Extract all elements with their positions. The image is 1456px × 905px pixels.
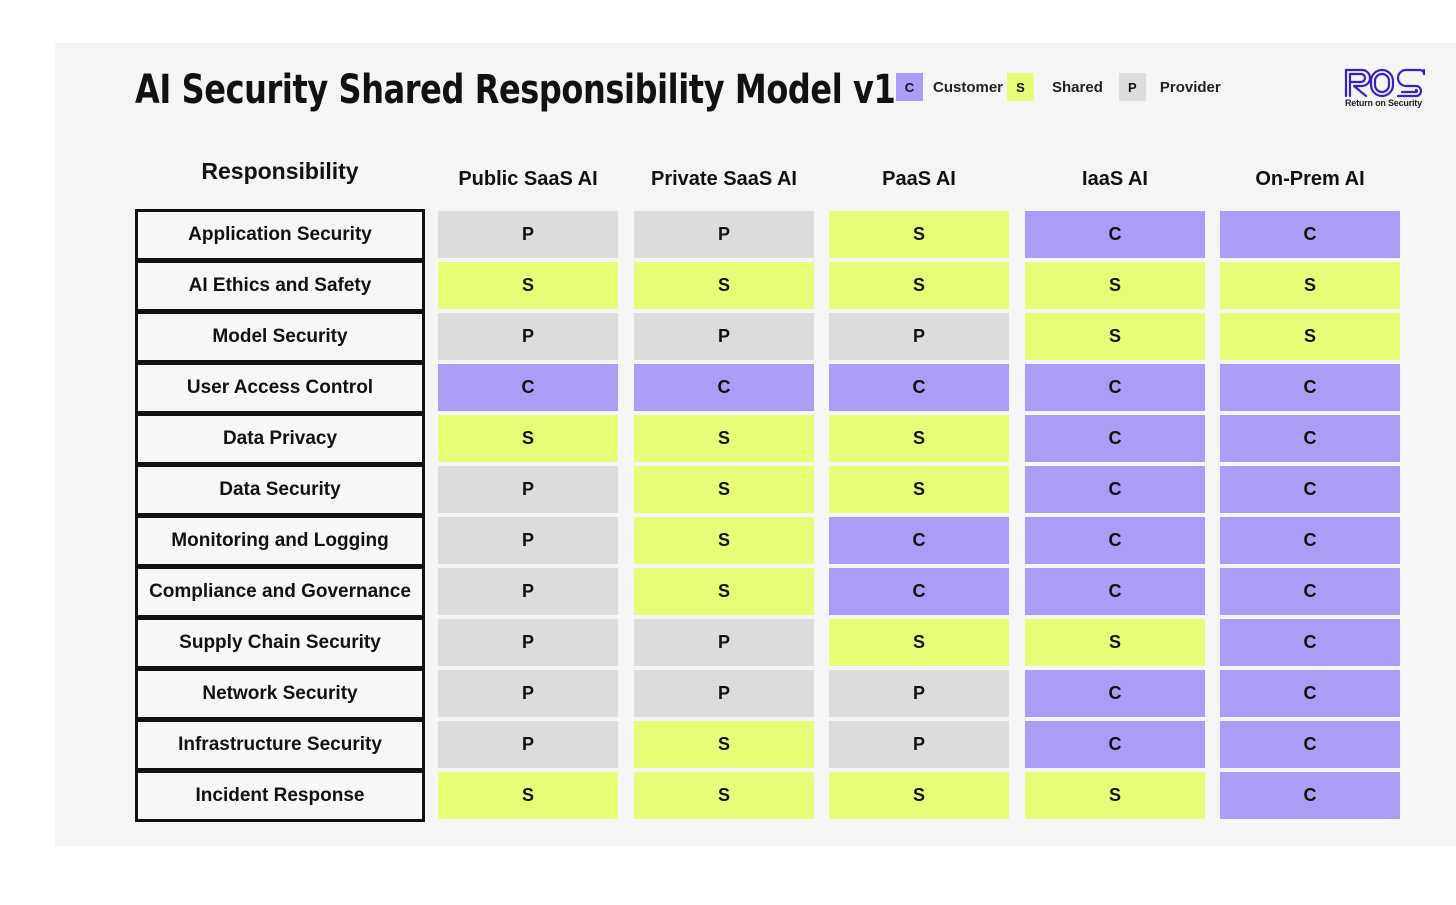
cell-model-security-on-prem-ai: S: [1220, 313, 1400, 360]
responsibility-header: Responsibility: [201, 158, 359, 184]
cell-ai-ethics-and-safety-private-saas-ai: S: [634, 262, 814, 309]
legend-item-customer: [896, 73, 1007, 101]
column-header-paas-ai: PaaS AI: [882, 168, 956, 190]
cell-monitoring-and-logging-on-prem-ai: C: [1220, 517, 1400, 564]
legend: [896, 73, 1225, 101]
cell-monitoring-and-logging-iaas-ai: C: [1025, 517, 1205, 564]
cell-data-security-on-prem-ai: C: [1220, 466, 1400, 513]
cell-compliance-and-governance-paas-ai: C: [829, 568, 1009, 615]
page-title: AI Security Shared Responsibility Model v1: [135, 67, 896, 113]
cell-user-access-control-public-saas-ai: C: [438, 364, 618, 411]
cell-network-security-paas-ai: P: [829, 670, 1009, 717]
cell-user-access-control-paas-ai: C: [829, 364, 1009, 411]
cell-ai-ethics-and-safety-public-saas-ai: S: [438, 262, 618, 309]
column-header-public-saas-ai: Public SaaS AI: [458, 168, 598, 190]
legend-item-provider: [1119, 73, 1225, 101]
cell-model-security-paas-ai: P: [829, 313, 1009, 360]
cell-ai-ethics-and-safety-on-prem-ai: S: [1220, 262, 1400, 309]
cell-ai-ethics-and-safety-paas-ai: S: [829, 262, 1009, 309]
cell-supply-chain-security-paas-ai: S: [829, 619, 1009, 666]
cell-infrastructure-security-paas-ai: P: [829, 721, 1009, 768]
cell-application-security-paas-ai: S: [829, 211, 1009, 258]
cell-application-security-on-prem-ai: C: [1220, 211, 1400, 258]
cell-supply-chain-security-on-prem-ai: C: [1220, 619, 1400, 666]
cell-supply-chain-security-iaas-ai: S: [1025, 619, 1205, 666]
row-label-incident-response: Incident Response: [135, 770, 425, 822]
cell-network-security-on-prem-ai: C: [1220, 670, 1400, 717]
cell-incident-response-iaas-ai: S: [1025, 772, 1205, 819]
cell-data-security-private-saas-ai: S: [634, 466, 814, 513]
cell-monitoring-and-logging-private-saas-ai: S: [634, 517, 814, 564]
row-label-user-access-control: User Access Control: [135, 362, 425, 414]
cell-user-access-control-private-saas-ai: C: [634, 364, 814, 411]
legend-label-provider: Provider: [1159, 78, 1221, 96]
column-header-on-prem-ai: On-Prem AI: [1255, 168, 1365, 190]
cell-incident-response-private-saas-ai: S: [634, 772, 814, 819]
cell-data-security-public-saas-ai: P: [438, 466, 618, 513]
cell-compliance-and-governance-iaas-ai: C: [1025, 568, 1205, 615]
cell-incident-response-public-saas-ai: S: [438, 772, 618, 819]
cell-application-security-public-saas-ai: P: [438, 211, 618, 258]
cell-data-privacy-public-saas-ai: S: [438, 415, 618, 462]
cell-data-security-iaas-ai: C: [1025, 466, 1205, 513]
column-header-iaas-ai: IaaS AI: [1082, 168, 1148, 190]
cell-data-security-paas-ai: S: [829, 466, 1009, 513]
cell-compliance-and-governance-on-prem-ai: C: [1220, 568, 1400, 615]
cell-data-privacy-paas-ai: S: [829, 415, 1009, 462]
cell-monitoring-and-logging-paas-ai: C: [829, 517, 1009, 564]
cell-infrastructure-security-on-prem-ai: C: [1220, 721, 1400, 768]
legend-swatch-customer: C: [896, 73, 923, 101]
legend-label-customer: Customer: [933, 78, 1004, 96]
cell-monitoring-and-logging-public-saas-ai: P: [438, 517, 618, 564]
legend-swatch-shared: S: [1007, 73, 1034, 101]
cell-infrastructure-security-public-saas-ai: P: [438, 721, 618, 768]
cell-ai-ethics-and-safety-iaas-ai: S: [1025, 262, 1205, 309]
cell-incident-response-paas-ai: S: [829, 772, 1009, 819]
cell-model-security-iaas-ai: S: [1025, 313, 1205, 360]
cell-infrastructure-security-iaas-ai: C: [1025, 721, 1205, 768]
row-label-data-security: Data Security: [135, 464, 425, 516]
cell-application-security-private-saas-ai: P: [634, 211, 814, 258]
logo-tagline: Return on Security: [1345, 98, 1422, 108]
cell-data-privacy-private-saas-ai: S: [634, 415, 814, 462]
row-label-supply-chain-security: Supply Chain Security: [135, 617, 425, 669]
cell-model-security-public-saas-ai: P: [438, 313, 618, 360]
row-label-compliance-and-governance: Compliance and Governance: [135, 566, 425, 618]
cell-model-security-private-saas-ai: P: [634, 313, 814, 360]
cell-user-access-control-iaas-ai: C: [1025, 364, 1205, 411]
row-label-infrastructure-security: Infrastructure Security: [135, 719, 425, 771]
row-label-monitoring-and-logging: Monitoring and Logging: [135, 515, 425, 567]
row-label-ai-ethics-and-safety: AI Ethics and Safety: [135, 260, 425, 312]
cell-supply-chain-security-private-saas-ai: P: [634, 619, 814, 666]
column-header-private-saas-ai: Private SaaS AI: [650, 168, 797, 190]
cell-supply-chain-security-public-saas-ai: P: [438, 619, 618, 666]
row-label-application-security: Application Security: [135, 209, 425, 261]
cell-network-security-public-saas-ai: P: [438, 670, 618, 717]
cell-data-privacy-on-prem-ai: C: [1220, 415, 1400, 462]
row-label-model-security: Model Security: [135, 311, 425, 363]
legend-swatch-provider: P: [1119, 73, 1146, 101]
cell-incident-response-on-prem-ai: C: [1220, 772, 1400, 819]
cell-network-security-private-saas-ai: P: [634, 670, 814, 717]
cell-compliance-and-governance-private-saas-ai: S: [634, 568, 814, 615]
cell-data-privacy-iaas-ai: C: [1025, 415, 1205, 462]
cell-network-security-iaas-ai: C: [1025, 670, 1205, 717]
row-label-network-security: Network Security: [135, 668, 425, 720]
legend-label-shared: Shared: [1052, 78, 1103, 96]
row-label-data-privacy: Data Privacy: [135, 413, 425, 465]
legend-item-shared: [1007, 73, 1119, 101]
cell-infrastructure-security-private-saas-ai: S: [634, 721, 814, 768]
cell-user-access-control-on-prem-ai: C: [1220, 364, 1400, 411]
cell-compliance-and-governance-public-saas-ai: P: [438, 568, 618, 615]
cell-application-security-iaas-ai: C: [1025, 211, 1205, 258]
